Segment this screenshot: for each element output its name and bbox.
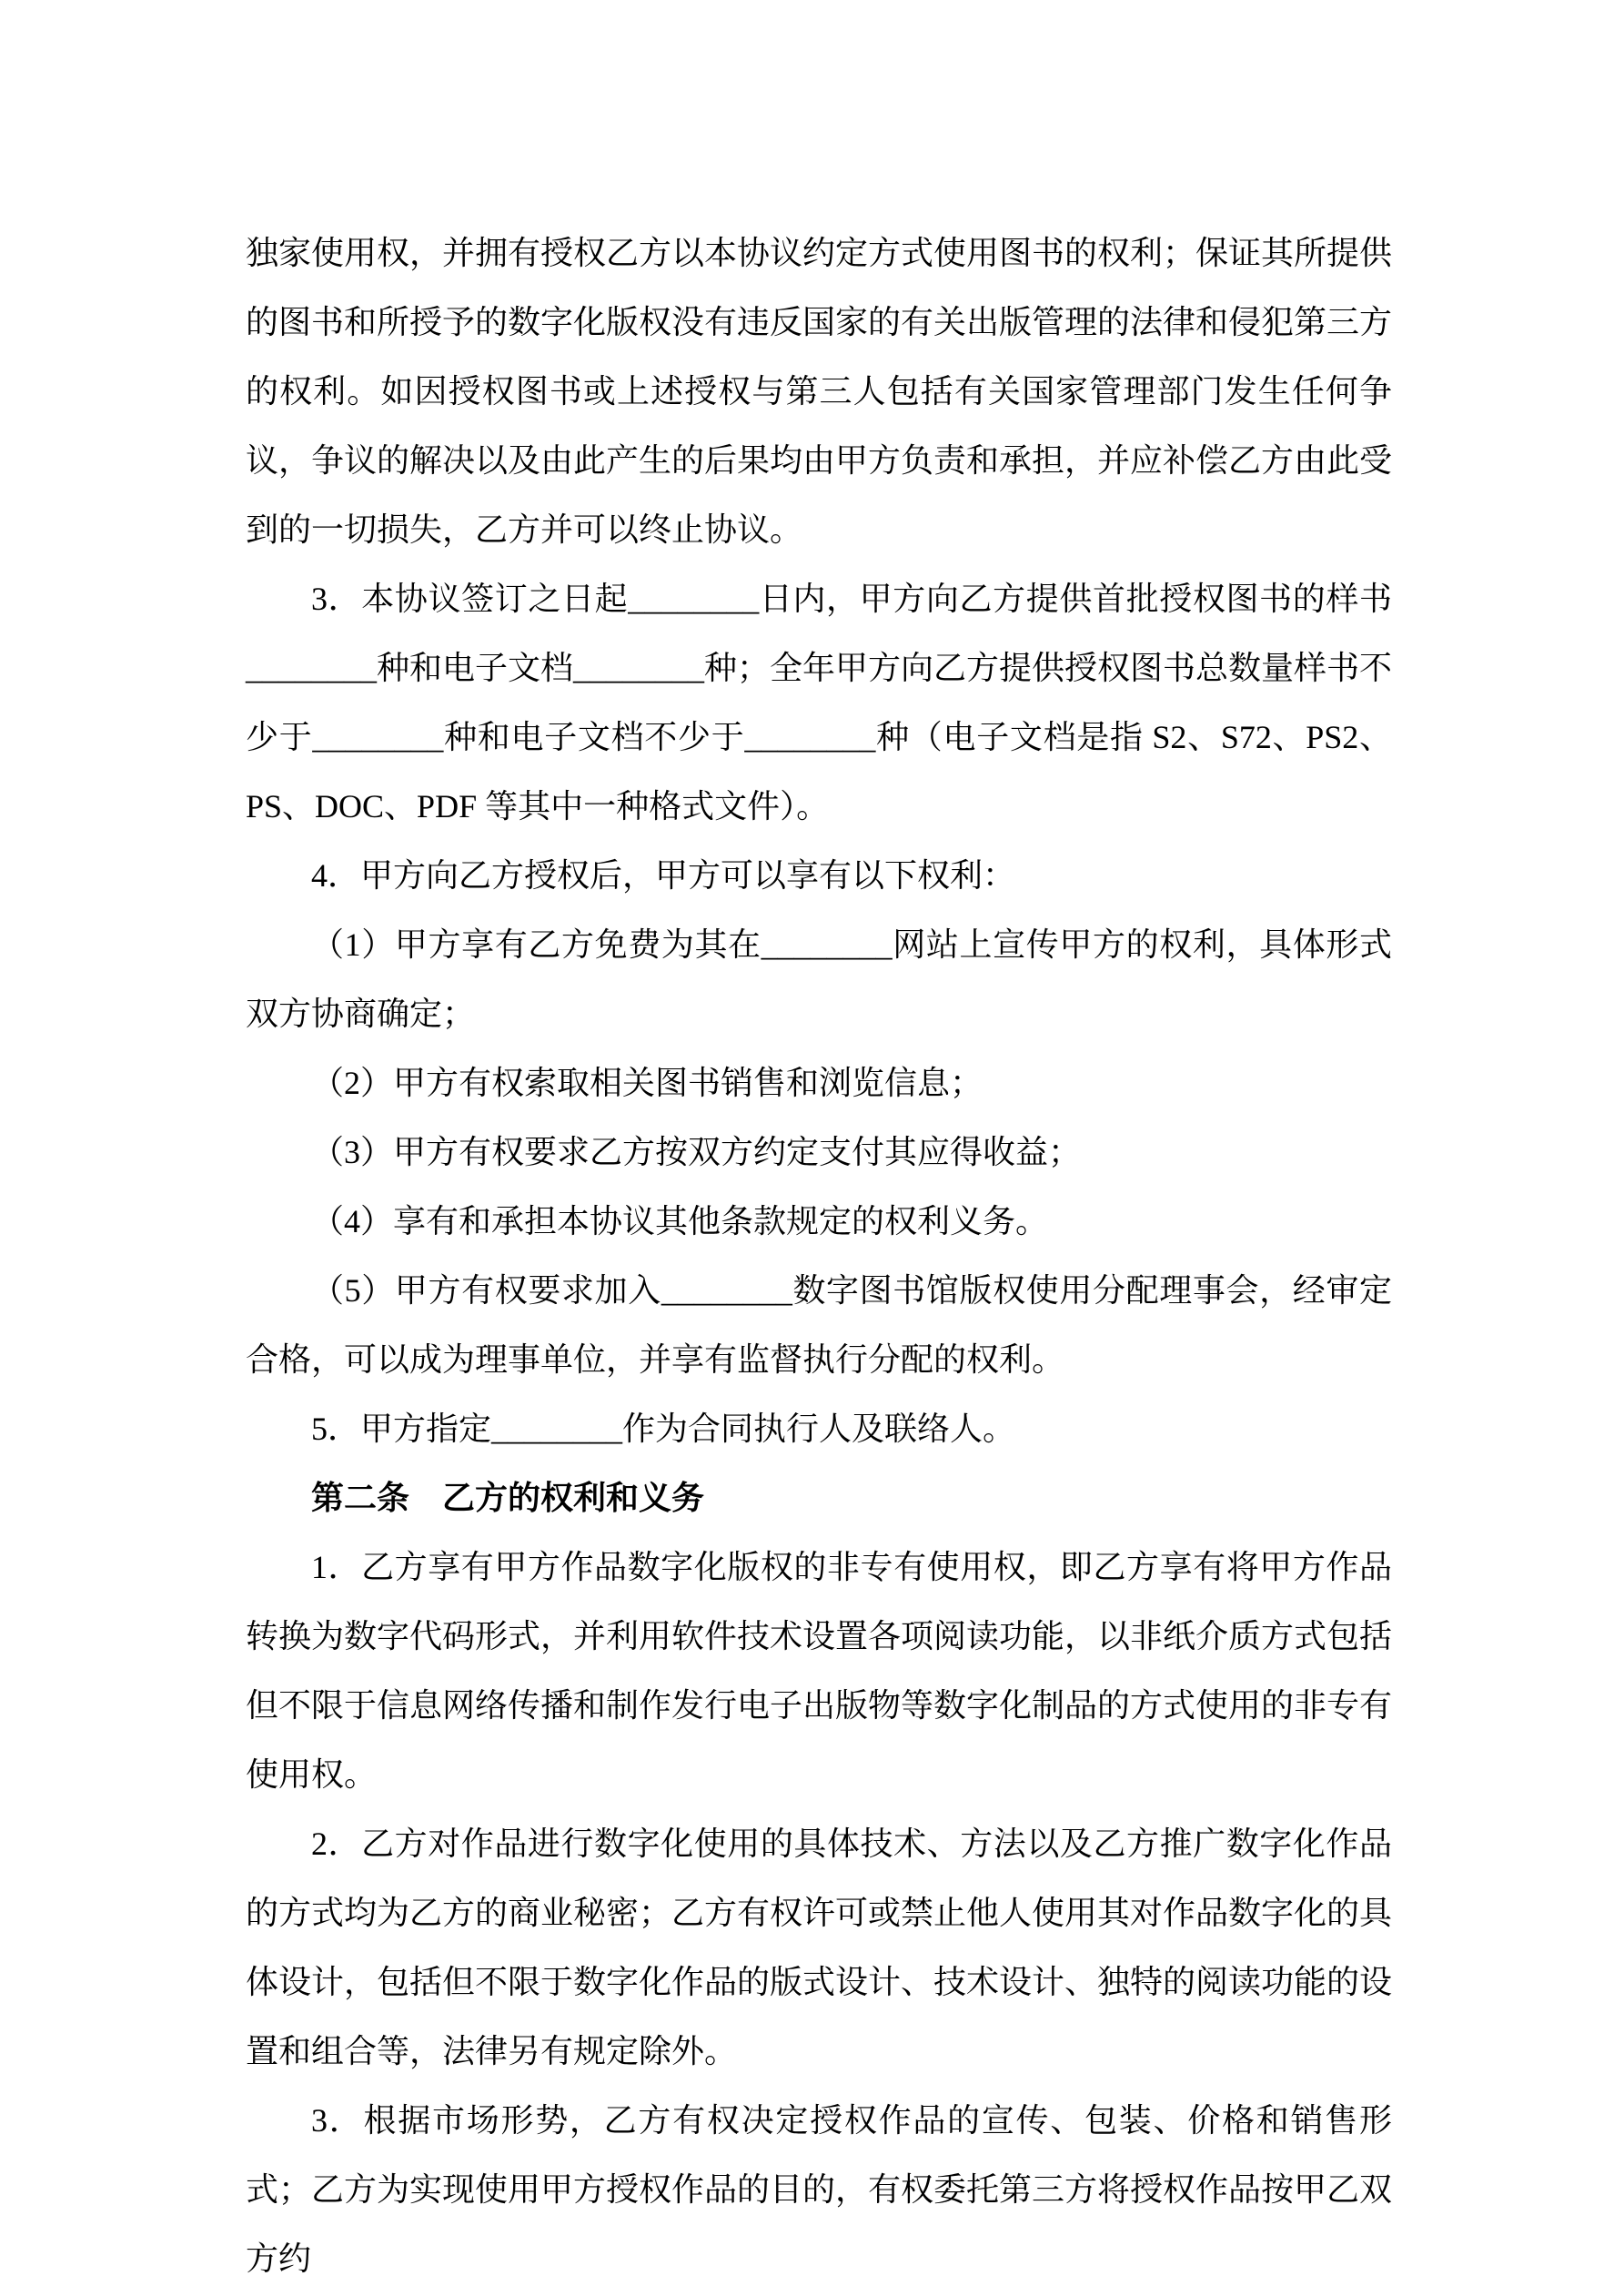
para-clause1-subitem-1: （1）甲方享有乙方免费为其在________网站上宣传甲方的权利，具体形式双方协商确定；: [246, 926, 1392, 1032]
para-clause1-subitem-5: （5）甲方有权要求加入________数字图书馆版权使用分配理事会，经审定合格，可以成为理事单位，并享有监督执行分配的权利。: [246, 1272, 1392, 1378]
para-clause1-item-3: 3．本协议签订之日起________日内，甲方向乙方提供首批授权图书的样书________种和电子文档________种；全年甲方向乙方提供授权图书总数量样书不少于________种和电子文档不少于________种（电子文档是指 S2、S72、PS2、PS、DOC、PDF 等其中一种格式文件）。: [246, 581, 1393, 824]
para-clause2-item-2: 2．乙方对作品进行数字化使用的具体技术、方法以及乙方推广数字化作品的方式均为乙方的商业秘密；乙方有权许可或禁止他人使用其对作品数字化的具体设计，包括但不限于数字化作品的版式设计、技术设计、独特的阅读功能的设置和组合等，法律另有规定除外。: [246, 1826, 1393, 2069]
para-clause2-item-1: 1．乙方享有甲方作品数字化版权的非专有使用权，即乙方享有将甲方作品转换为数字代码形式，并利用软件技术设置各项阅读功能，以非纸介质方式包括但不限于信息网络传播和制作发行电子出版物等数字化制品的方式使用的非专有使用权。: [246, 1549, 1393, 1793]
para-clause1-item-4: 4．甲方向乙方授权后，甲方可以享有以下权利：: [311, 857, 1016, 894]
para-clause1-subitem-2: （2）甲方有权索取相关图书销售和浏览信息；: [311, 1065, 983, 1101]
para-continuation: 独家使用权，并拥有授权乙方以本协议约定方式使用图书的权利；保证其所提供的图书和所授予的数字化版权没有违反国家的有关出版管理的法律和侵犯第三方的权利。如因授权图书或上述授权与第三人包括有关国家管理部门发生任何争议，争议的解决以及由此产生的后果均由甲方负责和承担，并应补偿乙方由此受到的一切损失，乙方并可以终止协议。: [246, 235, 1393, 548]
para-clause1-subitem-4: （4）享有和承担本协议其他条款规定的权利义务。: [311, 1203, 1049, 1239]
para-clause2-item-3: 3．根据市场形势，乙方有权决定授权作品的宣传、包装、价格和销售形式；乙方为实现使用甲方授权作品的目的，有权委托第三方将授权作品按甲乙双方约: [246, 2102, 1393, 2277]
para-clause1-subitem-3: （3）甲方有权要求乙方按双方约定支付其应得收益；: [311, 1134, 1082, 1170]
para-clause1-item-5: 5．甲方指定________作为合同执行人及联络人。: [311, 1411, 1016, 1447]
section-2-heading: 第二条 乙方的权利和义务: [311, 1479, 705, 1516]
